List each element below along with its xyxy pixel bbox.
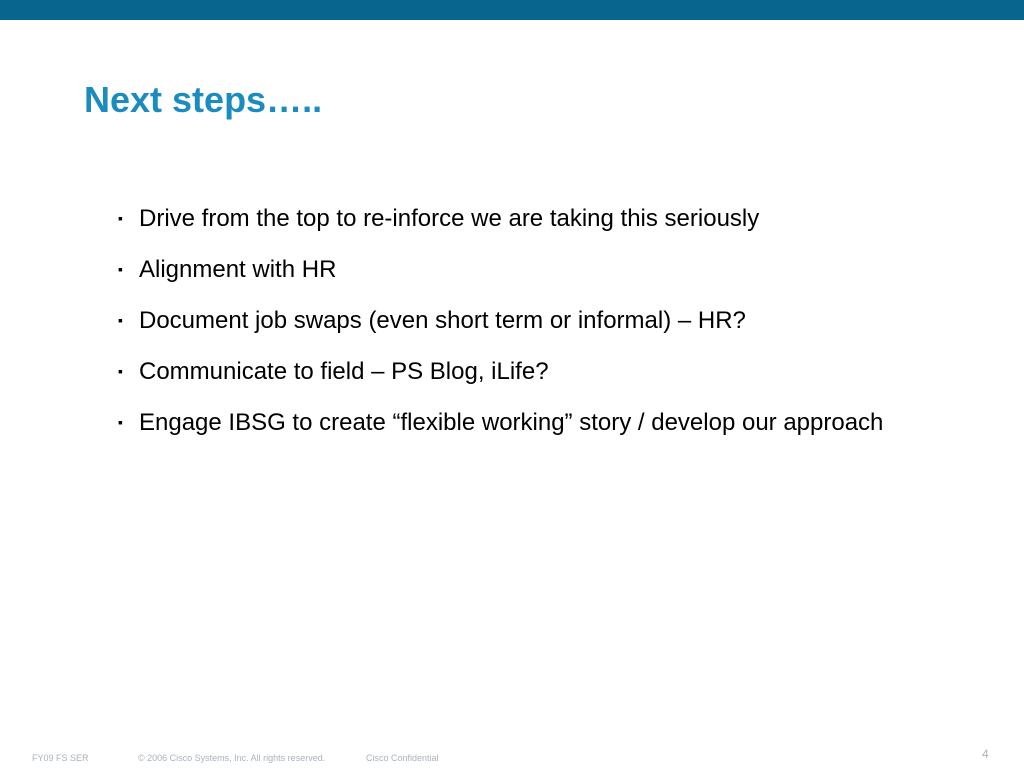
footer-event-label: FY09 FS SER (32, 753, 89, 763)
bullet-item (118, 346, 918, 397)
bullet-text: Engage IBSG to create “flexible working” story / develop our approach (139, 409, 884, 436)
slide-title: Next steps….. (84, 79, 323, 120)
square-bullet-icon: ▪ (118, 312, 123, 328)
bullet-list (118, 193, 918, 448)
page-number: 4 (982, 747, 989, 761)
bullet-item (118, 193, 918, 244)
bullet-item (118, 295, 918, 346)
square-bullet-icon: ▪ (118, 363, 123, 379)
bullet-item (118, 397, 918, 448)
square-bullet-icon: ▪ (118, 210, 123, 226)
square-bullet-icon: ▪ (118, 414, 123, 430)
bullet-item (118, 244, 918, 295)
square-bullet-icon: ▪ (118, 261, 123, 277)
bullet-text: Drive from the top to re-inforce we are taking this seriously (139, 205, 760, 232)
bullet-text: Communicate to field – PS Blog, iLife? (139, 358, 549, 385)
top-banner-bar (0, 0, 1024, 20)
bullet-text: Document job swaps (even short term or informal) – HR? (139, 307, 746, 334)
footer-confidential: Cisco Confidential (366, 753, 439, 763)
bullet-text: Alignment with HR (139, 256, 337, 283)
footer-copyright: © 2006 Cisco Systems, Inc. All rights reserved. (138, 753, 326, 763)
